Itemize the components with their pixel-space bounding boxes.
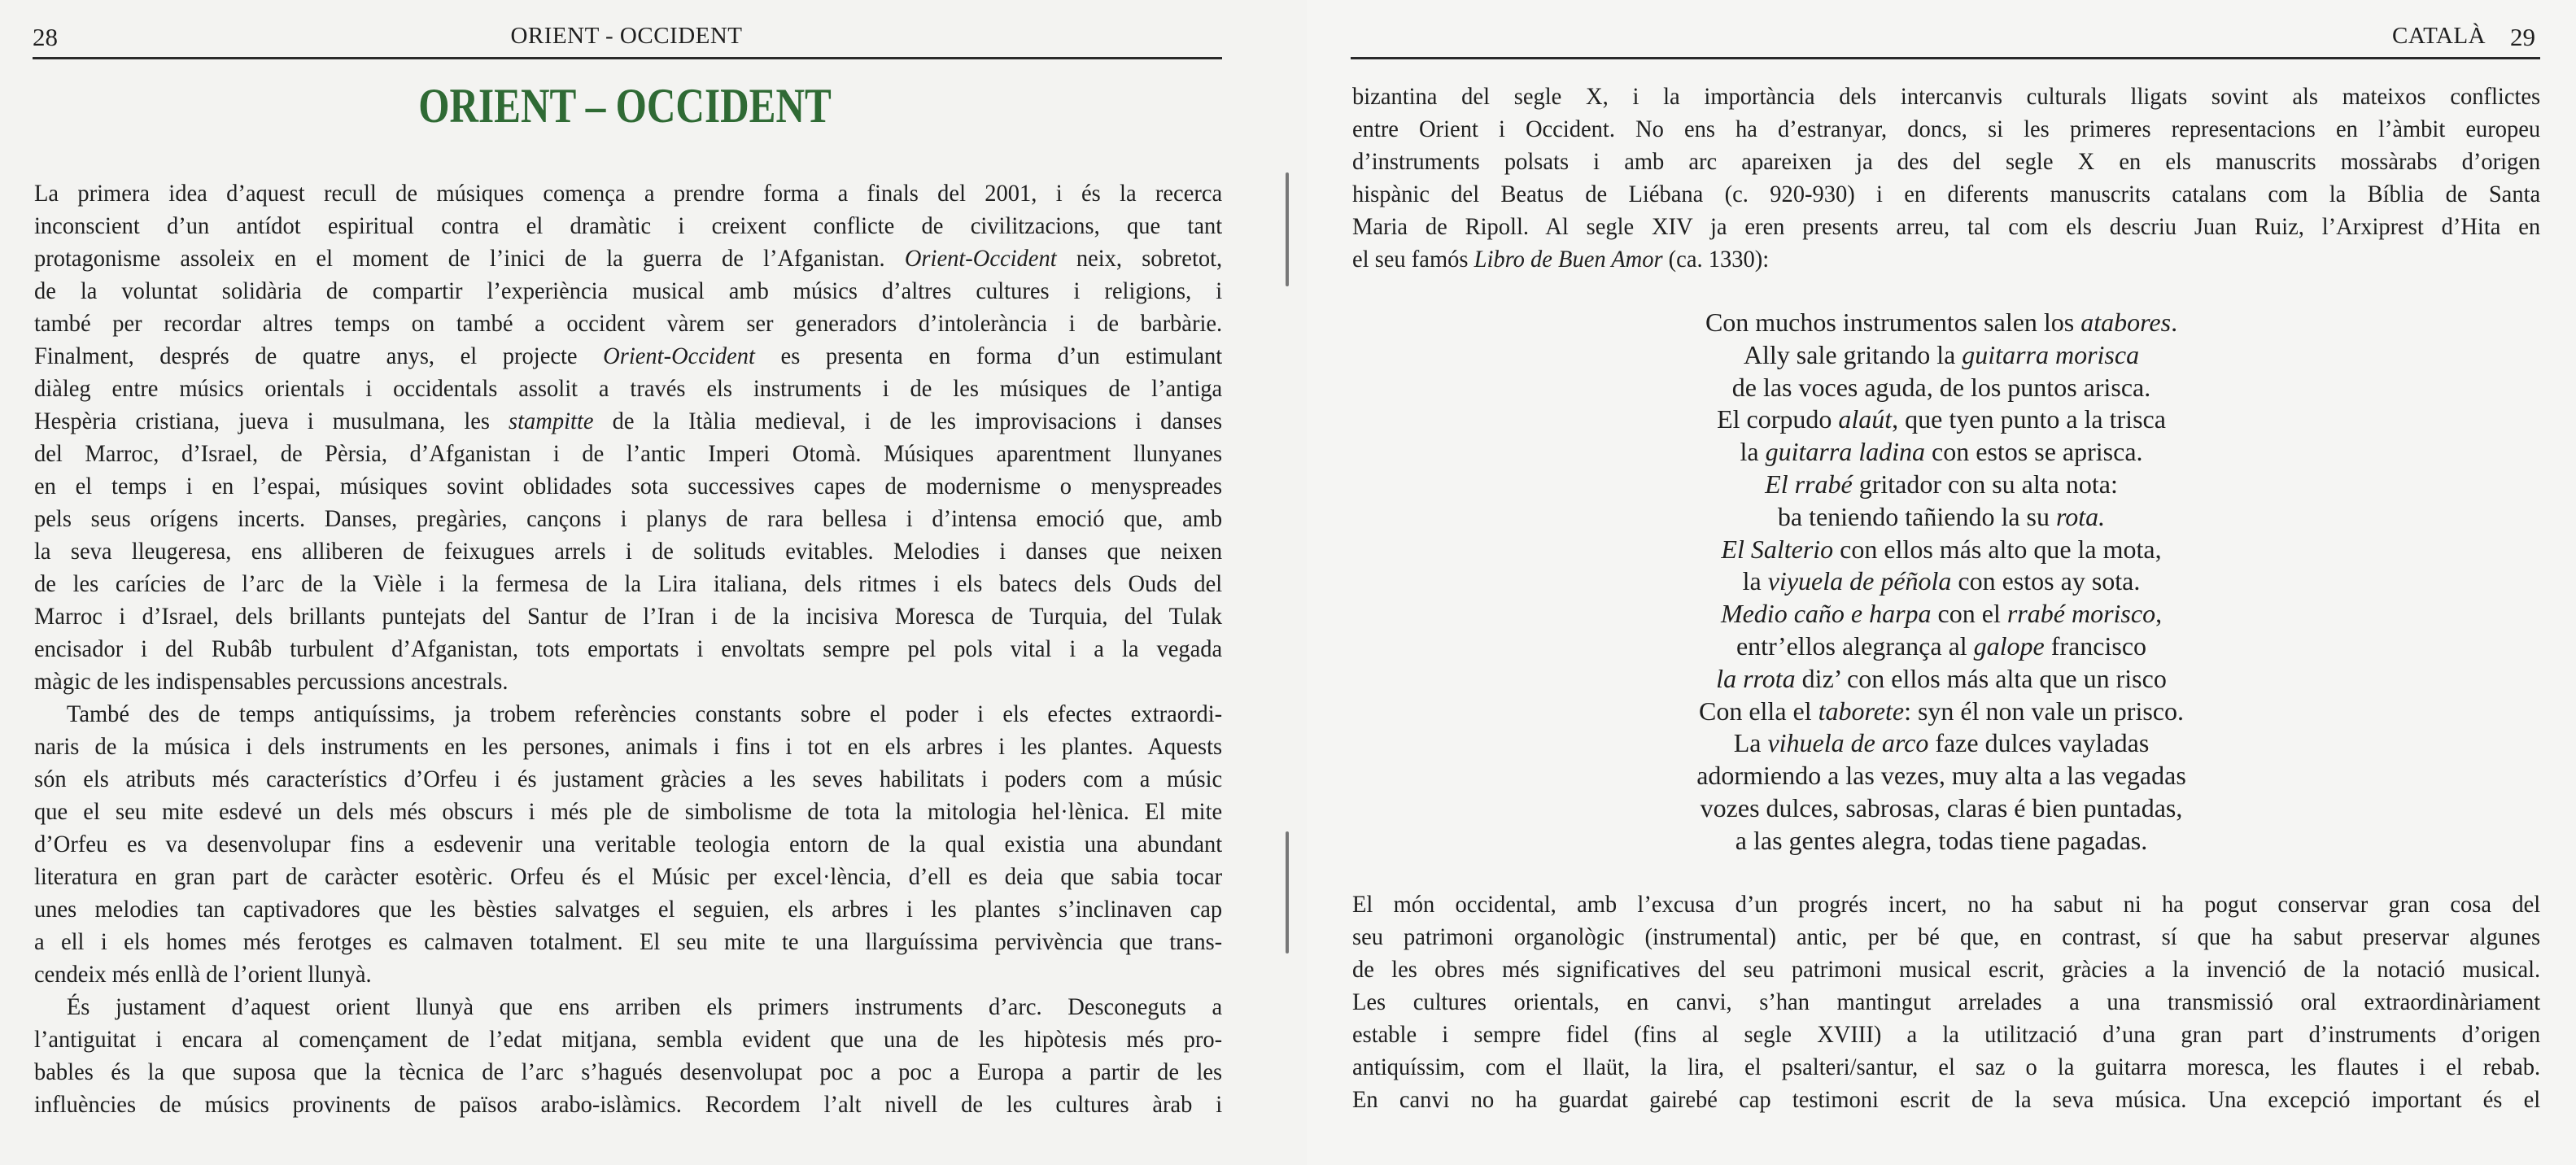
italic-segment: Orient-Occident (904, 245, 1057, 272)
text-line (1352, 178, 2540, 211)
italic-segment: Orient-Occident (603, 343, 755, 369)
text-line (34, 275, 1222, 308)
text-segment: influències de músics provinents de països arabo-islàmics. Recordem l’alt nivell de les cultures àrab i (34, 1091, 1223, 1118)
text-line (1352, 1084, 2540, 1116)
poem-line (1551, 372, 2332, 404)
text-segment: Hespèria cristiana, jueva i musulmana, les (34, 408, 509, 434)
italic-segment: El Salterio (1721, 534, 1834, 564)
text-line (34, 438, 1222, 470)
text-segment: màgic de les indispensables percussions ancestrals. (34, 668, 509, 695)
text-line (1352, 146, 2540, 178)
text-segment: con estos se aprisca. (1925, 437, 2143, 467)
text-line (34, 828, 1222, 861)
text-line (34, 340, 1222, 373)
italic-segment: atabores (2080, 308, 2172, 337)
italic-segment: taborete (1818, 696, 1905, 726)
text-segment: Con ella el (1698, 696, 1818, 726)
poem-line (1551, 501, 2332, 534)
italic-segment: rrabé morisco (2006, 599, 2156, 629)
text-segment: La (1733, 728, 1768, 758)
poem-line (1551, 565, 2332, 598)
text-segment: també per recordar altres temps on també a occident vàrem ser generadors d’intolerància i de barbàrie. (34, 310, 1223, 337)
italic-segment: la rrota (1716, 663, 1796, 693)
text-segment: d’Orfeu es va desenvolupar fins a esdevenir una veritable teologia entorn de la qual existia una abundant (34, 831, 1223, 857)
running-header: ORIENT - OCCIDENT (510, 23, 743, 49)
poem-line (1551, 598, 2332, 630)
text-segment: són els atributs més característics d’Orfeu i és justament gràcies a les seves habilitats i poders com a músic (34, 766, 1223, 792)
text-segment: a las gentes alegra, todas tiene pagadas. (1735, 825, 2148, 855)
poem-quote (1551, 307, 2332, 857)
body-text (1352, 81, 2576, 276)
text-line (34, 242, 1222, 275)
poem-line (1551, 436, 2332, 469)
text-segment: , que tyen punto a la trisca (1892, 404, 2166, 434)
text-segment: Les cultures orientals, en canvi, s’han mantingut arrelades a una transmissió oral extraordinàriament (1352, 988, 2541, 1015)
text-line (34, 763, 1222, 796)
text-line (1352, 211, 2540, 243)
text-segment: Finalment, després de quatre anys, el projecte (34, 343, 604, 369)
text-segment: entre Orient i Occident. No ens ha d’estranyar, doncs, si les primeres representacions en l’àmbit europeu (1352, 116, 2541, 142)
text-segment: de les carícies de l’arc de la Vièle i la fermesa de la Lira italiana, dels ritmes i els batecs dels Ouds del (34, 570, 1223, 597)
text-segment: Ally sale gritando la (1743, 339, 1963, 369)
italic-segment: galope (1973, 630, 2045, 661)
italic-segment: Libro de Buen Amor (1474, 246, 1663, 273)
text-line (34, 893, 1222, 926)
text-segment: antiquíssim, com el llaüt, la lira, el psalteri/santur, el saz o la guitarra moresca, les flautes i el rebab. (1352, 1054, 2541, 1080)
text-line (34, 1056, 1222, 1089)
text-segment: La primera idea d’aquest recull de músiques comença a prendre forma a finals del 2001, i és la recerca (34, 180, 1223, 207)
text-segment: diz’ con ellos más alta que un risco (1795, 663, 2167, 693)
text-segment: a ell i els homes més ferotges es calmaven totalment. El seu mite te una llarguíssima pervivència que trans- (34, 928, 1223, 955)
italic-segment: Medio caño e harpa (1720, 599, 1932, 629)
text-line (34, 861, 1222, 893)
text-segment: Marroc i d’Israel, dels brillants puntejats del Santur de l’Iran i de la incisiva Moresca de Turquia, del Tulak (34, 603, 1223, 630)
text-segment: cendeix més enllà de l’orient llunyà. (34, 961, 372, 988)
italic-segment: guitarra ladina (1765, 437, 1926, 467)
text-line (34, 470, 1222, 503)
text-segment: es presenta en forma d’un estimulant (754, 343, 1223, 369)
header-rule (1351, 57, 2540, 59)
italic-segment: rota. (2055, 501, 2106, 531)
text-segment: adormiendo a las vezes, muy alta a las vegadas (1696, 761, 2186, 791)
text-line (34, 1089, 1222, 1121)
poem-line (1551, 534, 2332, 566)
text-segment: neix, sobretot, (1056, 245, 1223, 272)
left-page (0, 0, 1269, 1165)
text-line (34, 600, 1222, 633)
text-segment: Con muchos instrumentos salen los (1705, 308, 2081, 337)
text-segment: de la voluntat solidària de compartir l’experiència musical amb músics d’altres cultures i religions, i (34, 277, 1223, 304)
text-segment: inconscient d’un antídot espiritual contra el dramàtic i creixent conflicte de civilitzacions, que tant (34, 212, 1223, 239)
italic-segment: viyuela de péñola (1767, 566, 1952, 596)
text-line (34, 177, 1222, 210)
text-line (1352, 81, 2540, 113)
italic-segment: alaút (1838, 404, 1893, 434)
text-segment: entr’ellos alegrança al (1736, 630, 1974, 661)
poem-line (1551, 630, 2332, 663)
poem-line (1551, 469, 2332, 501)
page-title: ORIENT – OCCIDENT (418, 79, 832, 133)
poem-line (1551, 663, 2332, 696)
italic-segment: guitarra morisca (1962, 339, 2140, 369)
text-line (34, 633, 1222, 665)
text-segment: unes melodies tan captivadores que les bèsties salvatges el seguien, els arbres i les plantes s’inclinaven cap (34, 896, 1223, 923)
text-segment: encisador i del Rubâb turbulent d’Afganistan, tots emportats i envoltats sempre pel pols vital i a la vegada (34, 635, 1223, 662)
text-segment: en el temps i en l’espai, músiques sovint oblidades sota successives capes de modernisme o menyspreades (34, 473, 1223, 500)
text-segment: bizantina del segle X, i la importància dels intercanvis culturals lligats sovint als mateixos conflictes (1352, 83, 2541, 110)
text-line (34, 796, 1222, 828)
poem-line (1551, 307, 2332, 339)
text-segment: El món occidental, amb l’excusa d’un progrés incert, no ha sabut ni ha pogut conservar gran cosa del (1352, 891, 2541, 918)
poem-line (1551, 760, 2332, 792)
text-line (34, 958, 1222, 991)
text-line (1352, 921, 2540, 953)
header-rule (33, 57, 1222, 59)
poem-line (1551, 792, 2332, 825)
text-segment: con estos ay sota. (1951, 566, 2141, 596)
text-segment: de la Itàlia medieval, i de les improvisacions i danses (593, 408, 1223, 434)
text-segment: la (1742, 566, 1768, 596)
text-segment: estable i sempre fidel (fins al segle XVIII) a la utilització d’una gran part d’instruments d’origen (1352, 1021, 2541, 1048)
text-line (34, 535, 1222, 568)
staple (1286, 831, 1289, 953)
text-segment: , (2155, 599, 2163, 629)
text-line (34, 1023, 1222, 1056)
text-line (34, 926, 1222, 958)
text-segment: També des de temps antiquíssims, ja trobem referències constants sobre el poder i els efectes extraordi- (66, 700, 1223, 727)
text-line (1352, 888, 2540, 921)
italic-segment: vihuela de arco (1767, 728, 1929, 758)
text-segment: diàleg entre músics orientals i occidentals assolit a través els instruments i de les músiques de l’antiga (34, 375, 1223, 402)
text-segment: la seva lleugeresa, ens alliberen de feixugues arrels i de solituds evitables. Melodies i danses que neixen (34, 538, 1223, 565)
text-segment: gritador con su alta nota: (1852, 469, 2118, 499)
text-line (34, 373, 1222, 405)
body-text (34, 177, 1285, 1121)
text-line (1352, 113, 2540, 146)
text-segment: de les obres més significatives del seu patrimoni musical escrit, gràcies a la invenció de la notació musical. (1352, 956, 2541, 983)
text-line (34, 308, 1222, 340)
poem-line (1551, 339, 2332, 372)
text-segment: Maria de Ripoll. Al segle XIV ja eren presents arreu, tal com els descriu Juan Ruiz, l’Arxiprest d’Hita en (1352, 213, 2541, 240)
italic-segment: El rrabé (1765, 469, 1853, 499)
text-segment: vozes dulces, sabrosas, claras é bien puntadas, (1700, 792, 2183, 822)
text-line (1352, 1051, 2540, 1084)
body-text (1352, 888, 2576, 1116)
poem-line (1551, 404, 2332, 436)
text-line (34, 405, 1222, 438)
text-line (34, 665, 1222, 698)
text-line (34, 210, 1222, 242)
text-segment: : syn él non vale un prisco. (1904, 696, 2184, 726)
text-segment: d’instruments polsats i amb arc apareixen ja des del segle X en els manuscrits mossàrabs d’origen (1352, 148, 2541, 175)
text-segment: (ca. 1330): (1662, 246, 1770, 273)
text-segment: con ellos más alto que la mota, (1833, 534, 2162, 564)
text-line (34, 731, 1222, 763)
text-segment: El corpudo (1717, 404, 1839, 434)
text-line (1352, 243, 2540, 276)
text-segment: que el seu mite esdevé un dels més obscurs i més ple de simbolisme de tota la mitologia hel·lènica. El mite (34, 798, 1223, 825)
text-segment: la (1740, 437, 1766, 467)
poem-line (1551, 727, 2332, 760)
text-segment: En canvi no ha guardat gairebé cap testimoni escrit de la seva música. Una excepció important és el (1352, 1086, 2541, 1113)
text-segment: protagonisme assoleix en el moment de l’inici de la guerra de l’Afganistan. (34, 245, 905, 272)
text-segment: de las voces aguda, de los puntos arisca. (1731, 372, 2151, 402)
text-segment: francisco (2044, 630, 2147, 661)
text-segment: del Marroc, d’Israel, de Pèrsia, d’Afganistan i de l’antic Imperi Otomà. Músiques aparentment llunyanes (34, 440, 1223, 467)
text-segment: És justament d’aquest orient llunyà que ens arriben els primers instruments d’arc. Desconeguts a (66, 993, 1223, 1020)
text-segment: l’antiguitat i encara al començament de l’edat mitjana, sembla evident que una de les hipòtesis més pro- (34, 1026, 1223, 1053)
staple (1286, 172, 1289, 286)
text-segment: pels seus orígens incerts. Danses, pregàries, cançons i planys de rara bellesa i d’intensa emoció que, amb (34, 505, 1223, 532)
text-line (34, 568, 1222, 600)
text-line (1352, 1019, 2540, 1051)
text-segment: seu patrimoni organològic (instrumental) antic, per bé que, en contrast, sí que ha sabut preservar algunes (1352, 923, 2541, 950)
text-line (1352, 953, 2540, 986)
text-line (34, 503, 1222, 535)
text-segment: naris de la música i dels instruments en les persones, animals i fins i tot en els arbres i les plantes. Aquests (34, 733, 1223, 760)
text-segment: literatura en gran part de caràcter esotèric. Orfeu és el Músic per excel·lència, d’ell es deia que sabia tocar (34, 863, 1223, 890)
italic-segment: stampitte (509, 408, 594, 434)
text-segment: . (2171, 308, 2178, 337)
text-segment: con el (1931, 599, 2007, 629)
page-number: 29 (2510, 23, 2535, 51)
poem-line (1551, 696, 2332, 728)
text-segment: el seu famós (1352, 246, 1474, 273)
text-line (1352, 986, 2540, 1019)
running-header: CATALÀ (2392, 23, 2486, 49)
text-segment: bables és la que suposa que la tècnica de l’arc s’hagués desenvolupat poc a poc a Europa a partir de les (34, 1058, 1223, 1085)
poem-line (1551, 825, 2332, 857)
text-segment: faze dulces vayladas (1928, 728, 2150, 758)
text-line (34, 991, 1222, 1023)
text-line (34, 698, 1222, 731)
text-segment: ba teniendo tañiendo la su (1777, 501, 2056, 531)
text-segment: hispànic del Beatus de Liébana (c. 920-930) i en diferents manuscrits catalans com la Bíblia de Santa (1352, 181, 2541, 207)
page-number: 28 (33, 23, 58, 51)
